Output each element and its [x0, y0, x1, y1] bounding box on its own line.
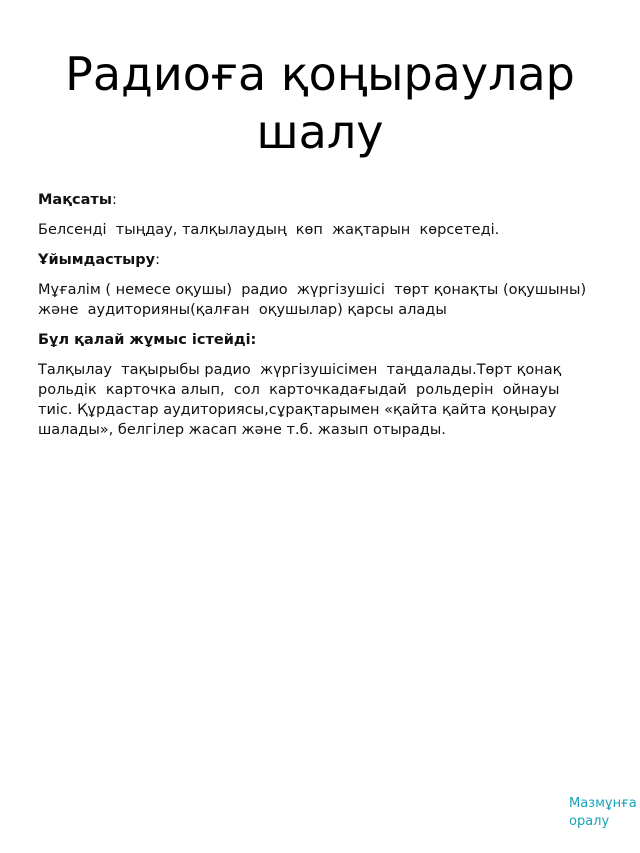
- how-it-works-text: Талқылау тақырыбы радио жүргізушісімен таңдалады.Төрт қонақ рольдік карточка алып, сол карточкадағыдай рольдерін ойнауы тиіс. Құрдастар аудиториясы,сұрақтарымен «қайта қайта қоңырау шалады», белгілер жасап және т.б. жазып отырады.: [38, 362, 571, 438]
- goal-heading: [38, 190, 598, 210]
- goal-text: Белсенді тыңдау, талқылаудың көп жақтарын көрсетеді.: [38, 222, 500, 238]
- organization-heading: [38, 250, 598, 270]
- how-it-works-heading-label: Бұл қалай жұмыс істейді:: [38, 332, 257, 348]
- how-it-works-heading: [38, 330, 598, 350]
- organization-heading-colon: :: [155, 252, 160, 268]
- organization-heading-label: Ұйымдастыру: [38, 252, 156, 268]
- goal-heading-colon: :: [111, 192, 117, 208]
- organization-text: Мұғалім ( немесе оқушы) радио жүргізушісі төрт қонақты (оқушыны) және аудиторияны(қалған оқушылар) қарсы алады: [38, 282, 596, 318]
- goal-heading-label: Мақсаты: [38, 192, 112, 208]
- slide-title: Радиоға қоңыраулар шалу: [65, 47, 575, 159]
- slide-content: [38, 190, 598, 450]
- back-to-contents-link[interactable]: Мазмұнға оралу: [569, 796, 637, 829]
